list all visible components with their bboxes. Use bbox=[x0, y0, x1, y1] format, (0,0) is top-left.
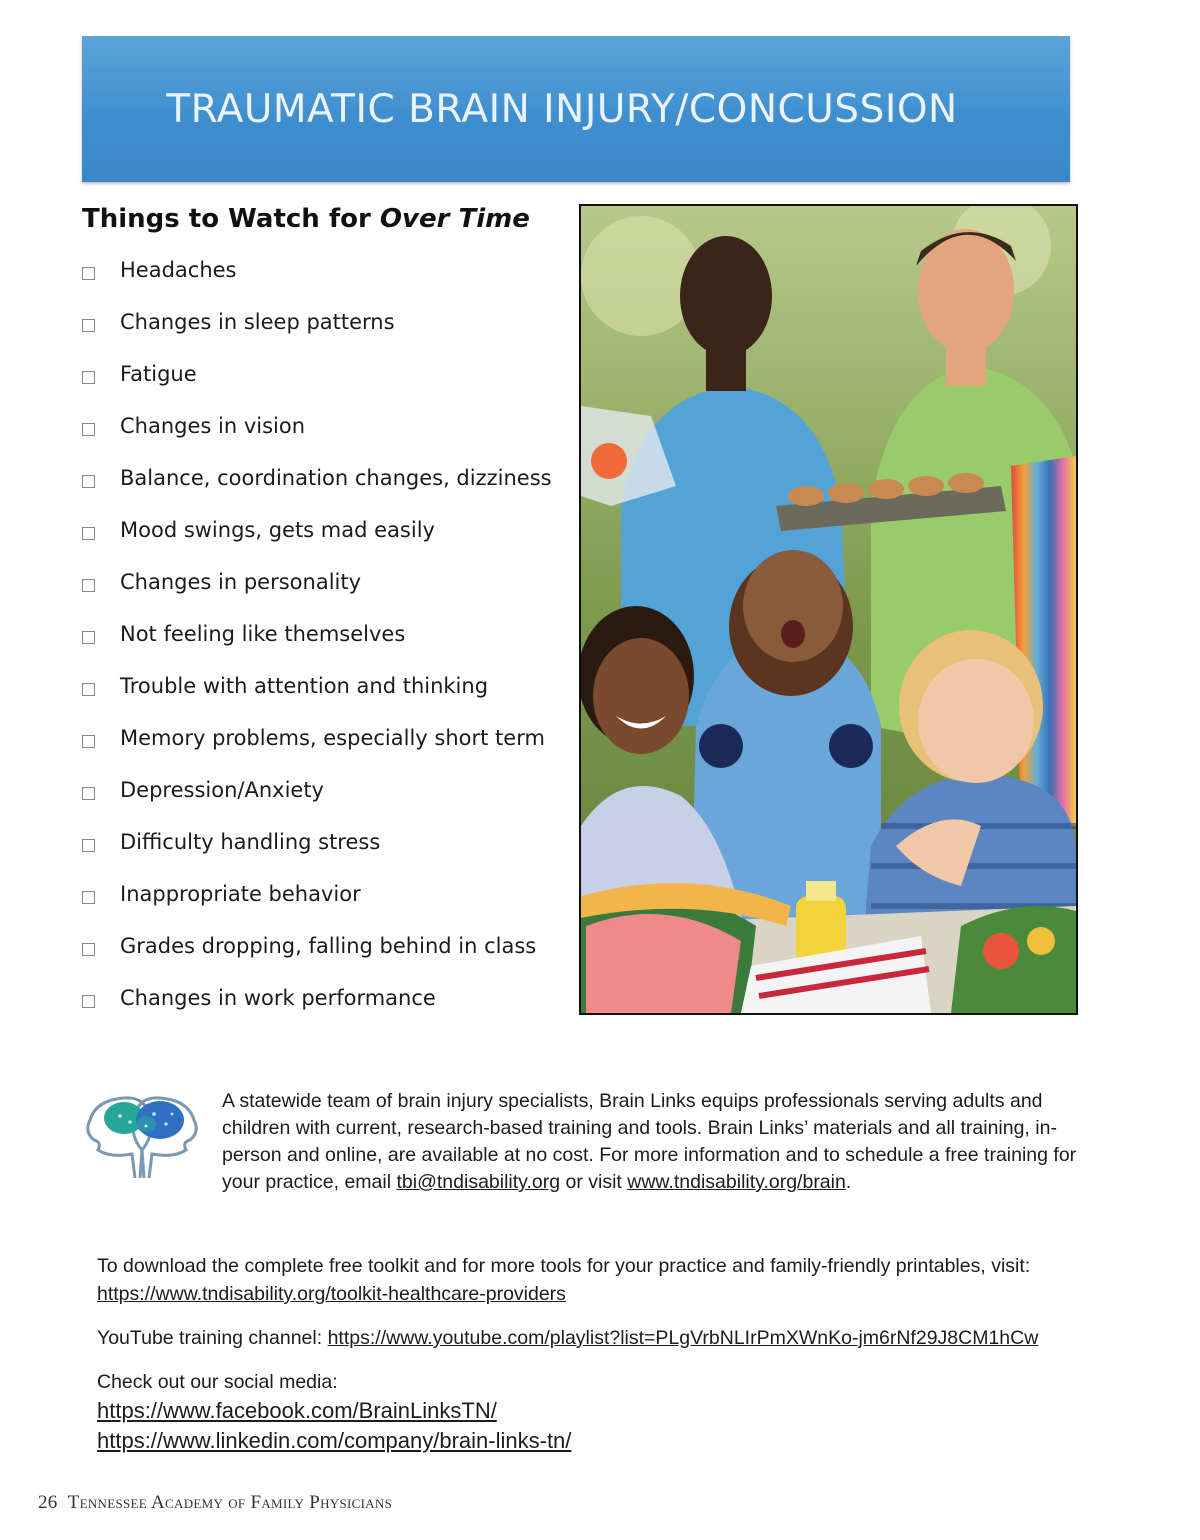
youtube-paragraph bbox=[97, 1324, 1107, 1352]
checklist-label: Inappropriate behavior bbox=[120, 882, 361, 906]
checklist-item bbox=[82, 310, 552, 362]
checklist-item bbox=[82, 466, 552, 518]
title-banner bbox=[82, 36, 1070, 182]
checkbox[interactable] bbox=[82, 787, 95, 800]
checkbox[interactable] bbox=[82, 995, 95, 1008]
website-link[interactable]: www.tndisability.org/brain bbox=[627, 1171, 846, 1193]
youtube-label: YouTube training channel: bbox=[97, 1327, 328, 1349]
brain-links-logo bbox=[80, 1092, 204, 1184]
toolkit-paragraph bbox=[97, 1252, 1107, 1308]
facebook-link[interactable]: https://www.facebook.com/BrainLinksTN/ bbox=[97, 1398, 497, 1423]
checkbox[interactable] bbox=[82, 527, 95, 540]
checklist-item bbox=[82, 882, 552, 934]
checklist-item bbox=[82, 518, 552, 570]
checklist-label: Trouble with attention and thinking bbox=[120, 674, 489, 698]
checklist-label: Difficulty handling stress bbox=[120, 830, 381, 854]
checklist-label: Memory problems, especially short term bbox=[120, 726, 545, 750]
checkbox[interactable] bbox=[82, 423, 95, 436]
checkbox[interactable] bbox=[82, 579, 95, 592]
checklist-label: Fatigue bbox=[120, 362, 197, 386]
checklist-item bbox=[82, 570, 552, 622]
checklist-item bbox=[82, 622, 552, 674]
brain-links-blurb bbox=[222, 1088, 1102, 1196]
checkbox[interactable] bbox=[82, 631, 95, 644]
blurb-or-visit: or visit bbox=[560, 1171, 628, 1193]
checklist-item bbox=[82, 778, 552, 830]
resources-section bbox=[97, 1252, 1107, 1456]
toolkit-text: To download the complete free toolkit and for more tools for your practice and family-friendly printables, visit: bbox=[97, 1255, 1031, 1277]
checklist-item bbox=[82, 986, 552, 1038]
checklist-label: Mood swings, gets mad easily bbox=[120, 518, 435, 542]
social-label: Check out our social media: bbox=[97, 1371, 338, 1393]
linkedin-link[interactable]: https://www.linkedin.com/company/brain-links-tn/ bbox=[97, 1428, 572, 1453]
family-picnic-illustration bbox=[581, 206, 1076, 1013]
checklist-label: Changes in sleep patterns bbox=[120, 310, 395, 334]
checklist-label: Changes in personality bbox=[120, 570, 362, 594]
checkbox[interactable] bbox=[82, 475, 95, 488]
banner-title: TRAUMATIC BRAIN INJURY/CONCUSSION bbox=[166, 86, 958, 132]
blurb-text: A statewide team of brain injury specialists, Brain Links equips professionals serving adults and children with current, research-based training and tools. Brain Links’ materials and all training, in-person and online, are available at no cost. For more information and to schedule a free training for your practice, email bbox=[222, 1090, 1077, 1193]
checkbox[interactable] bbox=[82, 839, 95, 852]
checklist-item bbox=[82, 362, 552, 414]
checklist-label: Headaches bbox=[120, 258, 237, 282]
checklist-item bbox=[82, 726, 552, 778]
checklist-label: Depression/Anxiety bbox=[120, 778, 324, 802]
checklist-label: Not feeling like themselves bbox=[120, 622, 406, 646]
heading-emphasis: Over Time bbox=[379, 204, 530, 234]
section-heading bbox=[82, 204, 530, 234]
checkbox[interactable] bbox=[82, 943, 95, 956]
checkbox[interactable] bbox=[82, 683, 95, 696]
checklist-item bbox=[82, 674, 552, 726]
checklist-item bbox=[82, 830, 552, 882]
checkbox[interactable] bbox=[82, 319, 95, 332]
symptom-checklist bbox=[82, 258, 552, 1038]
checklist-label: Changes in vision bbox=[120, 414, 306, 438]
checkbox[interactable] bbox=[82, 735, 95, 748]
email-link[interactable]: tbi@tndisability.org bbox=[396, 1171, 561, 1193]
social-paragraph bbox=[97, 1368, 1107, 1456]
blurb-end: . bbox=[845, 1171, 852, 1193]
checklist-label: Grades dropping, falling behind in class bbox=[120, 934, 537, 958]
page-footer bbox=[38, 1492, 392, 1514]
checkbox[interactable] bbox=[82, 267, 95, 280]
checklist-item bbox=[82, 414, 552, 466]
publisher-name: Tennessee Academy of Family Physicians bbox=[67, 1492, 393, 1513]
checkbox[interactable] bbox=[82, 371, 95, 384]
checklist-label: Changes in work performance bbox=[120, 986, 436, 1010]
page-number: 26 bbox=[38, 1492, 58, 1513]
family-picnic-photo bbox=[579, 204, 1078, 1015]
checkbox[interactable] bbox=[82, 891, 95, 904]
checklist-label: Balance, coordination changes, dizziness bbox=[120, 466, 552, 490]
youtube-link[interactable]: https://www.youtube.com/playlist?list=PLgVrbNLIrPmXWnKo-jm6rNf29J8CM1hCw bbox=[327, 1327, 1039, 1349]
checklist-item bbox=[82, 258, 552, 310]
toolkit-link[interactable]: https://www.tndisability.org/toolkit-healthcare-providers bbox=[97, 1283, 566, 1305]
heading-prefix: Things to Watch for bbox=[82, 204, 380, 234]
checklist-item bbox=[82, 934, 552, 986]
